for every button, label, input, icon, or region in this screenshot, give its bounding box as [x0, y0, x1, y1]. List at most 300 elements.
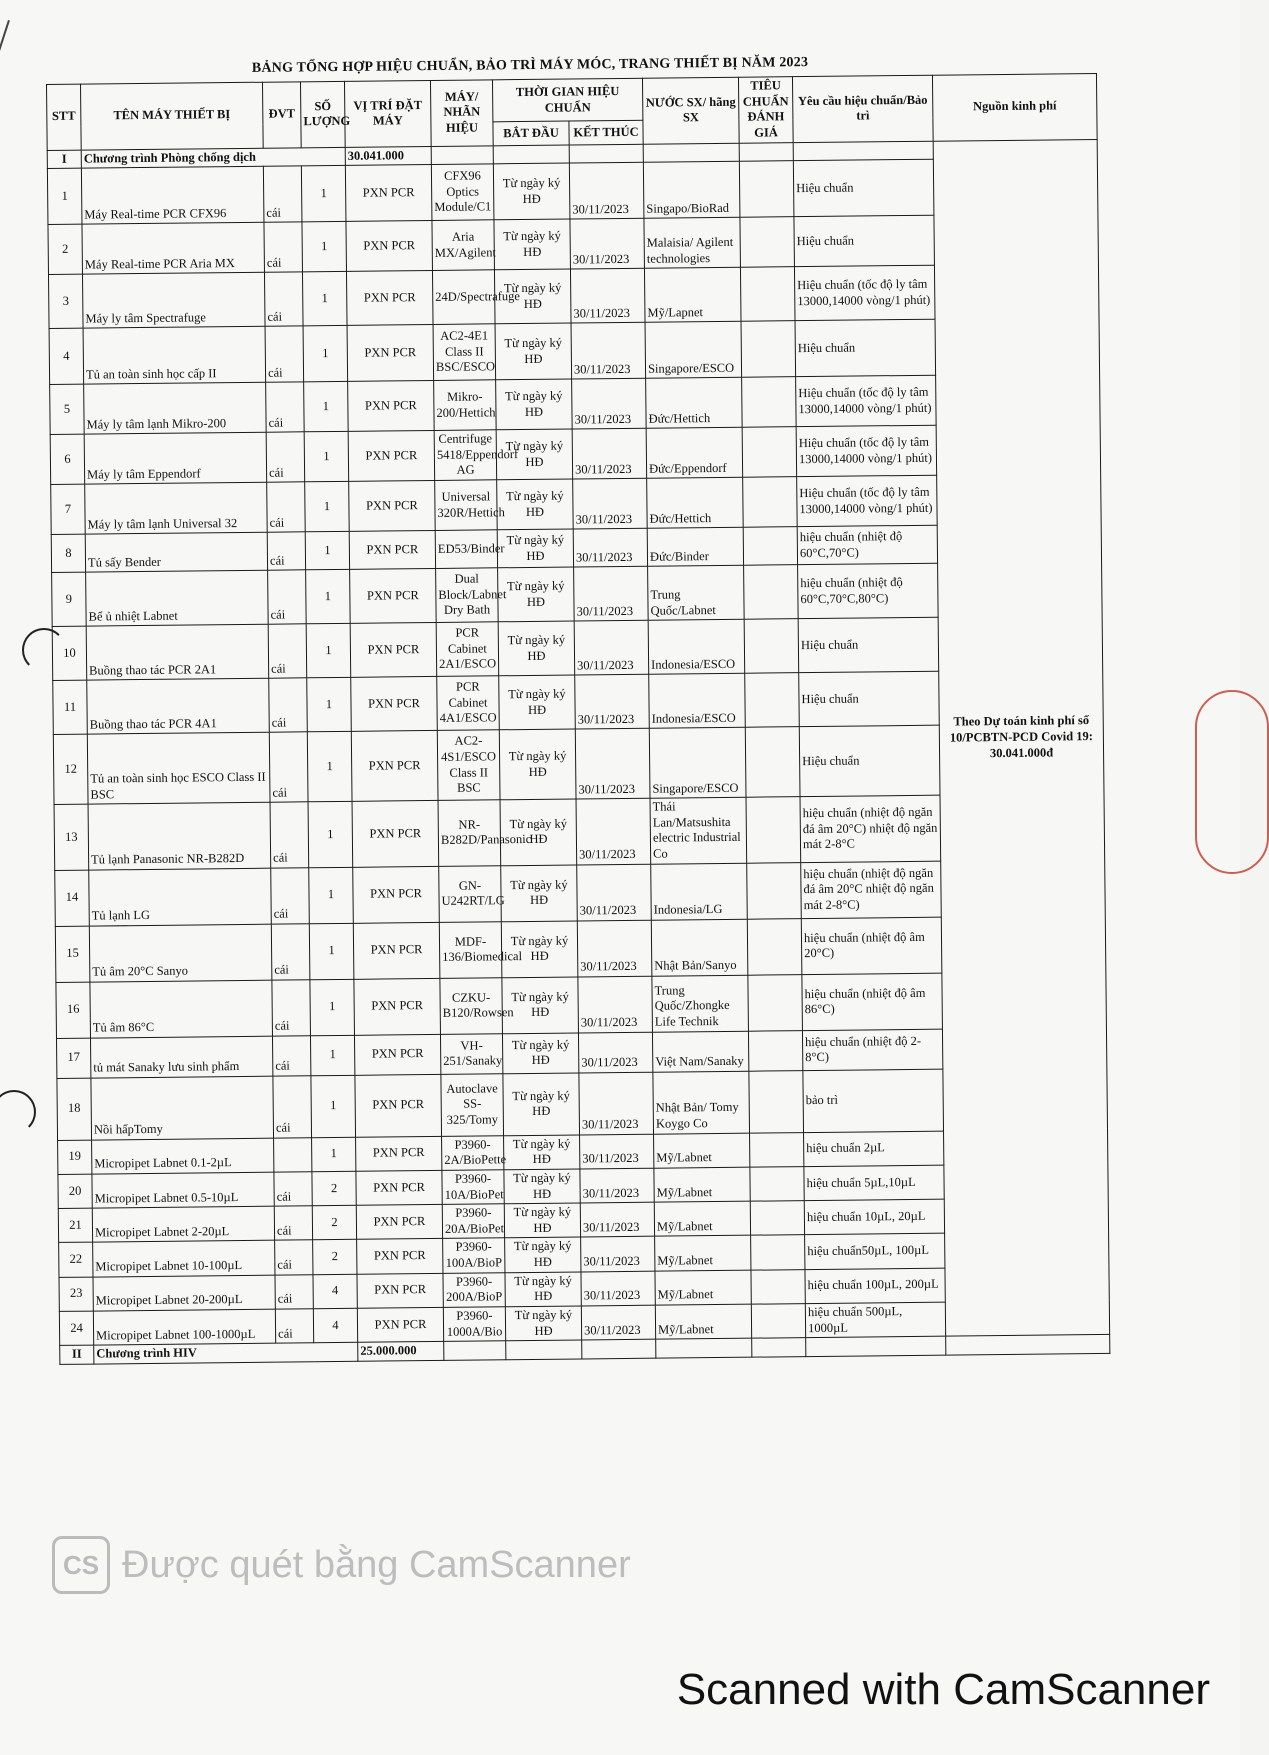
row-stt: 13 [54, 804, 89, 870]
row-end: 30/11/2023 [569, 162, 644, 219]
section-amount: 25.000.000 [358, 1342, 444, 1362]
row-origin: Indonesia/ESCO [649, 673, 746, 728]
row-requirement: hiệu chuẩn (nhiệt độ 60°C,70°C) [797, 525, 937, 564]
row-brand: 24D/Spectrafuge [432, 270, 495, 325]
empty-cell [506, 1340, 582, 1359]
calibration-table-wrapper [46, 73, 1109, 1365]
row-location: PXN PCR [354, 978, 441, 1035]
row-origin: Trung Quốc/Labnet [648, 565, 745, 620]
row-unit: cái [273, 1075, 312, 1137]
row-unit: cái [264, 272, 303, 326]
row-criteria [743, 527, 797, 566]
row-start: Từ ngày ký HĐ [501, 865, 578, 922]
row-stt: 9 [52, 572, 87, 626]
row-end: 30/11/2023 [578, 1032, 652, 1073]
camscanner-text-vi: Được quét bằng CamScanner [122, 1543, 631, 1586]
row-requirement: hiệu chuẩn 10µL, 20µL [804, 1199, 944, 1235]
row-start: Từ ngày ký HĐ [505, 1306, 581, 1341]
row-name: Tủ an toàn sinh học cấp II [83, 326, 266, 384]
row-criteria [741, 321, 796, 378]
row-end: 30/11/2023 [576, 798, 651, 864]
row-location: PXN PCR [356, 1205, 442, 1240]
row-unit: cái [272, 979, 311, 1035]
row-name: Buồng thao tác PCR 4A1 [87, 678, 270, 734]
row-brand: Centrifuge 5418/Eppendorf AG [434, 430, 497, 481]
row-start: Từ ngày ký HĐ [504, 1135, 580, 1170]
row-start: Từ ngày ký HĐ [499, 729, 576, 800]
row-stt: 15 [55, 926, 90, 982]
row-location: PXN PCR [351, 731, 438, 802]
row-end: 30/11/2023 [571, 322, 646, 379]
row-name: Bể ủ nhiệt Labnet [86, 570, 269, 626]
row-requirement: hiệu chuẩn50µL, 100µL [805, 1234, 945, 1270]
row-qty: 1 [312, 1137, 356, 1172]
row-requirement: Hiệu chuẩn [798, 617, 939, 672]
section-roman: I [47, 150, 81, 169]
row-brand: PCR Cabinet 4A1/ESCO [437, 676, 500, 731]
row-stt: 5 [50, 384, 85, 434]
section-roman: II [60, 1345, 94, 1364]
row-end: 30/11/2023 [577, 920, 652, 977]
row-name: Micropipet Labnet 2-20µL [92, 1206, 274, 1242]
row-brand: P3960-100A/BioP [443, 1238, 505, 1273]
empty-cell [444, 1341, 506, 1360]
row-end: 30/11/2023 [570, 268, 645, 323]
row-requirement: Hiệu chuẩn (tốc độ ly tâm 13000,14000 vòng/1 phút) [797, 475, 938, 526]
row-stt: 18 [57, 1078, 92, 1140]
header-time-group: THỜI GIAN HIỆU CHUẨN [492, 78, 642, 122]
row-location: PXN PCR [349, 531, 435, 570]
row-brand: GN-U242RT/LG [439, 865, 502, 922]
row-qty: 1 [302, 271, 347, 325]
row-name: Tủ lạnh LG [89, 868, 272, 926]
header-end: KẾT THÚC [569, 121, 643, 145]
row-location: PXN PCR [357, 1239, 443, 1274]
row-brand: P3960-200A/BioP [443, 1272, 505, 1307]
row-qty: 1 [304, 381, 349, 431]
row-brand: ED53/Binder [435, 530, 497, 569]
row-origin: Singapore/ESCO [645, 321, 742, 378]
row-origin: Đức/Hettich [646, 377, 743, 428]
row-name: Máy ly tâm lạnh Universal 32 [85, 482, 268, 534]
row-end: 30/11/2023 [572, 378, 647, 429]
row-stt: 12 [53, 734, 88, 804]
row-unit: cái [268, 624, 307, 678]
row-unit [274, 1137, 312, 1172]
binder-hole-mark [22, 628, 66, 672]
row-criteria [748, 1030, 802, 1071]
row-criteria [743, 477, 798, 528]
row-location: PXN PCR [353, 922, 440, 979]
row-origin: Singapore/ESCO [649, 727, 746, 798]
row-start: Từ ngày ký HĐ [493, 163, 570, 220]
row-criteria [745, 727, 800, 798]
row-name: Micropipet Labnet 10-100µL [93, 1241, 275, 1277]
row-requirement: hiệu chuẩn (nhiệt độ 2-8°C) [802, 1029, 942, 1070]
row-end: 30/11/2023 [580, 1202, 654, 1237]
row-stt: 22 [59, 1242, 93, 1277]
section-name: Chương trình Phòng chống dịch [81, 147, 345, 168]
header-requirement: Yêu cầu hiệu chuẩn/Bảo trì [792, 75, 933, 142]
row-criteria [751, 1235, 805, 1270]
row-stt: 16 [56, 982, 91, 1038]
row-requirement: Hiệu chuẩn (tốc độ ly tâm 13000,14000 vòng/1 phút) [796, 375, 937, 426]
row-qty: 2 [312, 1205, 356, 1240]
row-qty: 1 [309, 923, 354, 979]
row-start: Từ ngày ký HĐ [498, 567, 575, 622]
row-brand: CFX96 Optics Module/C1 [431, 164, 494, 221]
row-brand: AC2-4S1/ESCO Class II BSC [437, 730, 500, 801]
row-qty: 1 [302, 221, 347, 271]
row-origin: Đức/Binder [647, 527, 743, 566]
row-location: PXN PCR [350, 569, 437, 624]
row-start: Từ ngày ký HĐ [505, 1237, 581, 1272]
table-body [47, 139, 1110, 1364]
row-criteria [747, 918, 802, 975]
row-stt: 8 [51, 534, 85, 572]
row-end: 30/11/2023 [572, 428, 647, 479]
row-start: Từ ngày ký HĐ [494, 269, 571, 324]
row-origin: Trung Quốc/Zhongke Life Technik [652, 975, 749, 1032]
row-origin: Đức/Eppendorf [646, 427, 743, 478]
row-start: Từ ngày ký HĐ [503, 1073, 580, 1136]
row-start: Từ ngày ký HĐ [504, 1203, 580, 1238]
row-end: 30/11/2023 [573, 478, 648, 529]
row-stt: 19 [58, 1140, 92, 1175]
row-start: Từ ngày ký HĐ [499, 675, 576, 730]
row-qty: 4 [313, 1274, 357, 1309]
row-end: 30/11/2023 [581, 1305, 655, 1340]
row-name: Máy ly tâm Eppendorf [84, 432, 267, 484]
row-start: Từ ngày ký HĐ [498, 621, 575, 676]
calibration-table [46, 73, 1110, 1365]
row-unit: cái [265, 326, 304, 382]
row-qty: 1 [306, 623, 351, 677]
row-qty: 1 [303, 325, 348, 381]
row-criteria [740, 217, 795, 268]
row-origin: Mỹ/Labnet [655, 1304, 751, 1339]
row-start: Từ ngày ký HĐ [496, 379, 573, 430]
camscanner-logo-icon: CS [52, 1536, 110, 1594]
row-unit: cái [263, 166, 302, 222]
row-start: Từ ngày ký HĐ [495, 323, 572, 380]
row-unit: cái [275, 1309, 313, 1344]
row-requirement: hiệu chuẩn (nhiệt độ 60°C,70°C,80°C) [798, 563, 939, 618]
row-criteria [748, 974, 803, 1031]
camscanner-watermark [52, 1535, 692, 1595]
row-origin: Việt Nam/Sanaky [652, 1031, 748, 1072]
row-origin: Đức/Hettich [647, 477, 744, 528]
row-qty: 4 [313, 1308, 357, 1343]
row-name: tủ mát Sanaky lưu sinh phẩm [90, 1036, 272, 1078]
page-title: BẢNG TỔNG HỢP HIỆU CHUẨN, BẢO TRÌ MÁY MÓC, TRANG THIẾT BỊ NĂM 2023 [251, 55, 809, 76]
row-requirement: hiệu chuẩn 500µL, 1000µL [805, 1302, 945, 1338]
header-unit: ĐVT [262, 82, 301, 148]
camscanner-text-en: Scanned with CamScanner [676, 1665, 1210, 1714]
row-criteria [744, 565, 799, 620]
row-qty: 1 [308, 801, 353, 867]
row-location: PXN PCR [355, 1074, 442, 1137]
row-end: 30/11/2023 [581, 1271, 655, 1306]
row-qty: 1 [309, 867, 354, 923]
row-stt: 2 [48, 224, 83, 274]
row-unit: cái [271, 867, 310, 923]
row-criteria [744, 619, 799, 674]
row-brand: Aria MX/Agilent [432, 220, 495, 271]
row-end: 30/11/2023 [575, 728, 650, 799]
row-stt: 6 [50, 434, 85, 484]
row-end: 30/11/2023 [574, 620, 649, 675]
row-stt: 24 [59, 1311, 93, 1346]
row-brand: AC2-4E1 Class II BSC/ESCO [433, 324, 496, 381]
row-location: PXN PCR [352, 801, 439, 867]
row-requirement: hiệu chuẩn 100µL, 200µL [805, 1268, 945, 1304]
row-origin: Malaisia/ Agilent technologies [644, 217, 741, 268]
header-origin: NƯỚC SX/ hãng SX [642, 77, 739, 144]
row-criteria [751, 1303, 805, 1338]
row-location: PXN PCR [346, 271, 433, 326]
row-requirement: hiệu chuẩn 5µL,10µL [804, 1165, 944, 1201]
row-qty: 1 [310, 979, 355, 1035]
row-stt: 10 [52, 626, 87, 680]
row-qty: 1 [307, 731, 352, 801]
header-location: VỊ TRÍ ĐẶT MÁY [344, 80, 431, 146]
row-end: 30/11/2023 [573, 528, 647, 567]
binder-hole-mark-2 [0, 1090, 36, 1134]
row-origin: Singapo/BioRad [643, 161, 740, 218]
row-location: PXN PCR [351, 677, 438, 732]
row-qty: 1 [307, 677, 352, 731]
row-brand: Dual Block/Labnet Dry Bath [436, 568, 499, 623]
row-origin: Mỹ/Labnet [654, 1201, 750, 1236]
row-criteria [750, 1201, 804, 1236]
empty-cell [806, 1336, 946, 1356]
row-qty: 1 [304, 431, 349, 481]
row-name: Máy ly tâm lạnh Mikro-200 [84, 382, 267, 434]
row-location: PXN PCR [357, 1307, 443, 1342]
row-name: Máy ly tâm Spectrafuge [82, 272, 265, 328]
row-location: PXN PCR [357, 1273, 443, 1308]
row-origin: Thái Lan/Matsushita electric Industrial Co [650, 797, 747, 864]
row-requirement: Hiệu chuẩn [794, 215, 935, 266]
row-unit: cái [266, 382, 305, 432]
row-qty: 1 [301, 165, 346, 221]
row-unit: cái [270, 802, 309, 868]
row-qty: 1 [305, 531, 349, 569]
row-criteria [742, 427, 797, 478]
row-origin: Nhật Bản/Sanyo [651, 919, 748, 976]
row-end: 30/11/2023 [577, 864, 652, 921]
row-name: Micropipet Labnet 20-200µL [93, 1275, 275, 1311]
row-stt: 23 [59, 1277, 93, 1312]
row-brand: MDF-136/Biomedical [439, 921, 502, 978]
row-brand: P3960-2A/BioPette [442, 1135, 504, 1170]
funding-note: Theo Dự toán kinh phí số 10/PCBTN-PCD Covid 19: 30.041.000đ [933, 139, 1110, 1336]
row-criteria [742, 377, 797, 428]
row-qty: 2 [312, 1171, 356, 1206]
row-origin: Mỹ/Labnet [654, 1133, 750, 1168]
row-name: Tủ lạnh Panasonic NR-B282D [88, 802, 271, 869]
row-end: 30/11/2023 [579, 1072, 654, 1135]
row-requirement: hiệu chuẩn (nhiệt độ ngăn đá âm 20°C nhiệt độ ngăn mát 2-8°C) [801, 861, 942, 918]
row-start: Từ ngày ký HĐ [502, 977, 579, 1034]
row-requirement: hiệu chuẩn (nhiệt độ âm 20°C) [801, 917, 942, 974]
row-requirement: Hiệu chuẩn [799, 725, 940, 796]
row-brand: VH-251/Sanaky [440, 1033, 502, 1074]
row-name: Máy Real-time PCR CFX96 [81, 166, 264, 224]
row-origin: Mỹ/Labnet [655, 1236, 751, 1271]
header-brand: MÁY/ NHÃN HIỆU [430, 80, 493, 146]
row-location: PXN PCR [356, 1136, 442, 1171]
row-name: Micropipet Labnet 0.5-10µL [92, 1172, 274, 1208]
row-stt: 11 [53, 680, 88, 734]
row-unit: cái [272, 1035, 310, 1075]
row-requirement: hiệu chuẩn (nhiệt độ ngăn đá âm 20°C) nhiệt độ ngăn mát 2-8°C [800, 795, 941, 862]
row-qty: 1 [305, 481, 350, 531]
row-criteria [750, 1132, 804, 1167]
row-name: Nồi hấpTomy [91, 1076, 274, 1140]
header-qty: SỐ LƯỢNG [300, 81, 345, 147]
row-brand: P3960-1000A/Bio [443, 1307, 505, 1342]
row-location: PXN PCR [348, 431, 435, 482]
row-end: 30/11/2023 [581, 1237, 655, 1272]
row-start: Từ ngày ký HĐ [496, 429, 573, 480]
row-stt: 20 [58, 1174, 92, 1209]
row-qty: 1 [311, 1075, 356, 1137]
header-criteria: TIÊU CHUẨN ĐÁNH GIÁ [738, 77, 793, 143]
row-unit: cái [264, 222, 303, 272]
row-end: 30/11/2023 [580, 1134, 654, 1169]
row-criteria [746, 797, 801, 863]
row-origin: Indonesia/LG [651, 863, 748, 920]
header-name: TÊN MÁY THIẾT BỊ [81, 82, 264, 149]
header-start: BẮT ĐẦU [493, 121, 569, 145]
row-name: Tủ an toàn sinh học ESCO Class II BSC [87, 732, 270, 804]
row-location: PXN PCR [353, 866, 440, 923]
row-start: Từ ngày ký HĐ [505, 1272, 581, 1307]
row-criteria [747, 862, 802, 919]
empty-cell [752, 1338, 806, 1357]
row-location: PXN PCR [356, 1170, 442, 1205]
row-name: Tủ sấy Bender [85, 532, 267, 572]
row-stt: 21 [58, 1208, 92, 1243]
scan-edge-line [0, 20, 10, 163]
row-requirement: Hiệu chuẩn (tốc độ ly tâm 13000,14000 vòng/1 phút) [794, 265, 935, 320]
row-name: Máy Real-time PCR Aria MX [82, 222, 265, 274]
row-unit: cái [269, 732, 308, 802]
row-unit: cái [274, 1206, 312, 1241]
header-stt: STT [47, 84, 82, 150]
row-unit: cái [268, 570, 307, 624]
row-requirement: hiệu chuẩn 2µL [804, 1131, 944, 1167]
row-end: 30/11/2023 [574, 566, 649, 621]
row-stt: 3 [48, 274, 83, 328]
row-name: Micropipet Labnet 0.1-2µL [92, 1138, 274, 1174]
row-origin: Indonesia/ESCO [648, 619, 745, 674]
row-requirement: Hiệu chuẩn [793, 159, 934, 216]
row-criteria [740, 267, 795, 322]
row-start: Từ ngày ký HĐ [504, 1169, 580, 1204]
row-name: Buồng thao tác PCR 2A1 [86, 624, 269, 680]
row-qty: 1 [310, 1035, 354, 1075]
row-unit: cái [275, 1240, 313, 1275]
row-stt: 1 [47, 168, 82, 224]
row-unit: cái [275, 1274, 313, 1309]
row-location: PXN PCR [347, 325, 434, 382]
row-brand: P3960-20A/BioPet [442, 1204, 504, 1239]
row-criteria [739, 161, 794, 218]
row-brand: Autoclave SS-325/Tomy [441, 1073, 504, 1136]
row-brand: P3960-10A/BioPet [442, 1170, 504, 1205]
row-start: Từ ngày ký HĐ [502, 1033, 578, 1074]
red-stamp [1195, 690, 1269, 874]
empty-cell [582, 1339, 656, 1358]
empty-cell [656, 1338, 752, 1358]
row-location: PXN PCR [350, 623, 437, 678]
header-row-1 [47, 73, 1097, 126]
row-start: Từ ngày ký HĐ [501, 921, 578, 978]
row-location: PXN PCR [349, 481, 436, 532]
row-end: 30/11/2023 [570, 218, 645, 269]
row-brand: CZKU-B120/Rowsen [440, 977, 503, 1034]
row-name: Tủ âm 86°C [90, 980, 273, 1038]
row-location: PXN PCR [346, 221, 433, 272]
row-requirement: Hiệu chuẩn (tốc độ ly tâm 13000,14000 vòng/1 phút) [796, 425, 937, 476]
row-unit: cái [274, 1172, 312, 1207]
row-origin: Mỹ/Lapnet [644, 267, 741, 322]
row-stt: 14 [55, 870, 90, 926]
row-unit: cái [266, 432, 305, 482]
row-origin: Mỹ/Labnet [654, 1167, 750, 1202]
row-requirement: Hiệu chuẩn [795, 319, 936, 376]
row-name: Tủ âm 20°C Sanyo [89, 924, 272, 982]
row-location: PXN PCR [354, 1034, 440, 1075]
row-unit: cái [269, 678, 308, 732]
row-start: Từ ngày ký HĐ [494, 219, 571, 270]
row-brand: Mikro-200/Hettich [434, 380, 497, 431]
row-location: PXN PCR [345, 165, 432, 222]
row-stt: 7 [51, 484, 86, 534]
row-end: 30/11/2023 [578, 976, 653, 1033]
row-requirement: bảo trì [803, 1069, 944, 1132]
row-requirement: Hiệu chuẩn [799, 671, 940, 726]
header-funding: Nguồn kinh phí [932, 73, 1097, 140]
row-end: 30/11/2023 [575, 674, 650, 729]
row-unit: cái [267, 532, 305, 570]
row-stt: 4 [49, 328, 84, 384]
row-criteria [745, 673, 800, 728]
row-requirement: hiệu chuẩn (nhiệt độ âm 86°C) [802, 973, 943, 1030]
row-location: PXN PCR [348, 381, 435, 432]
row-brand: Universal 320R/Hettich [435, 480, 498, 531]
row-name: Micropipet Labnet 100-1000µL [93, 1309, 275, 1345]
row-qty: 1 [306, 569, 351, 623]
section-name: Chương trình HIV [94, 1342, 358, 1363]
row-unit: cái [267, 482, 306, 532]
row-origin: Nhật Bản/ Tomy Koygo Co [653, 1071, 750, 1134]
section-amount: 30.041.000 [345, 146, 431, 166]
row-unit: cái [271, 923, 310, 979]
row-criteria [751, 1269, 805, 1304]
row-start: Từ ngày ký HĐ [497, 479, 574, 530]
row-origin: Mỹ/Labnet [655, 1270, 751, 1305]
empty-cell [946, 1335, 1110, 1355]
row-start: Từ ngày ký HĐ [497, 529, 573, 568]
row-criteria [749, 1070, 804, 1133]
row-start: Từ ngày ký HĐ [500, 799, 577, 865]
row-qty: 2 [313, 1240, 357, 1275]
row-end: 30/11/2023 [580, 1168, 654, 1203]
